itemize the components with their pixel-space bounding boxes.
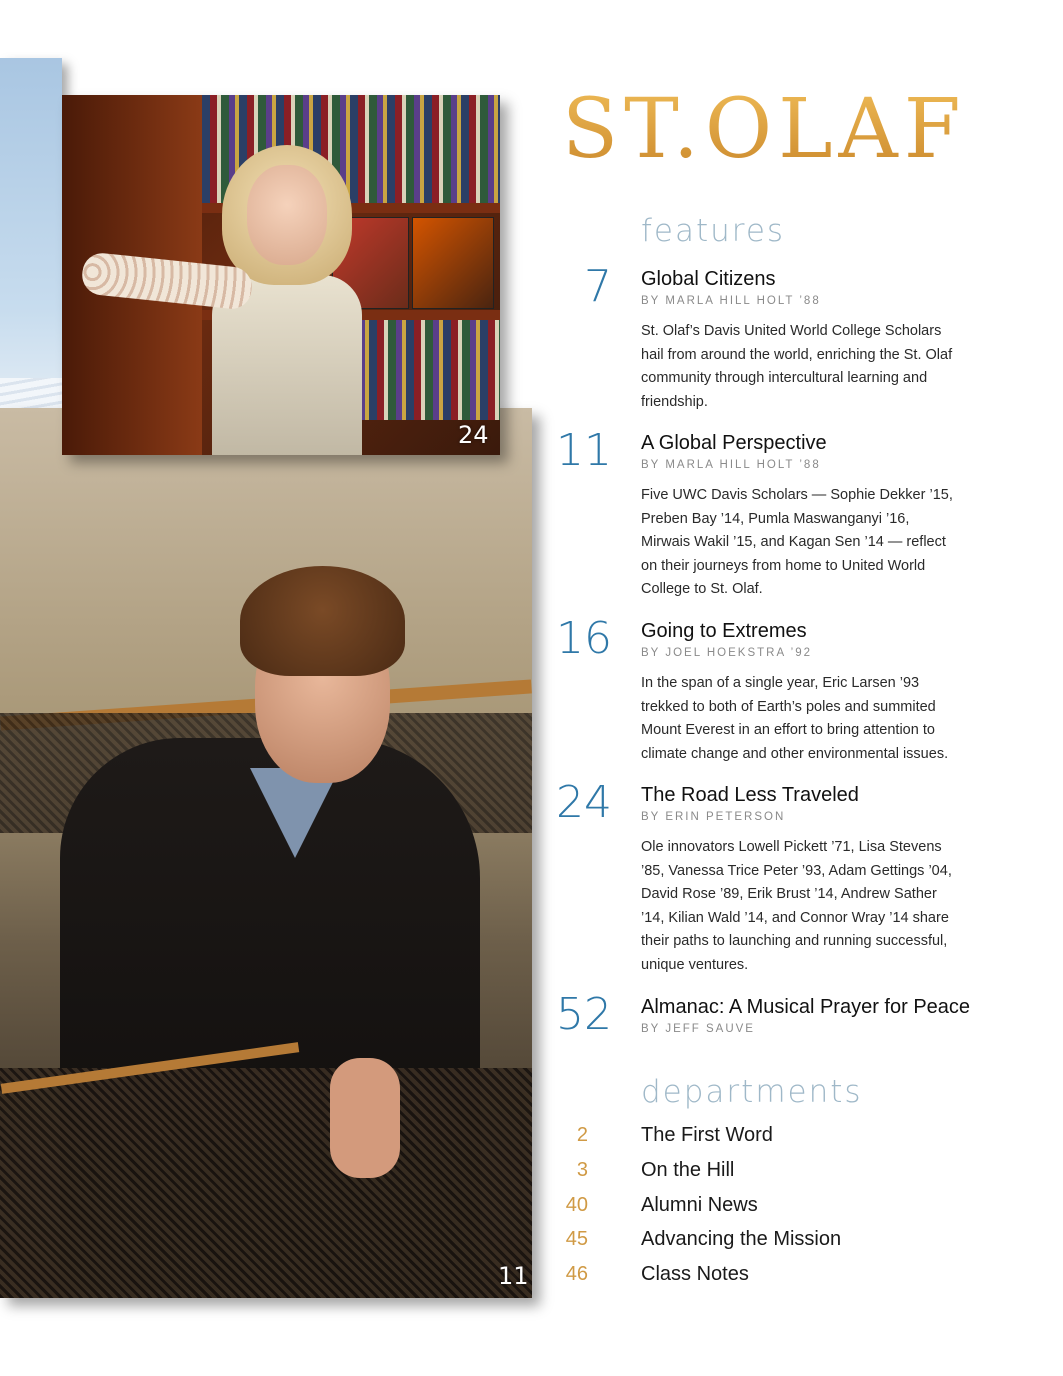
department-item[interactable] (560, 1194, 960, 1224)
department-item[interactable] (560, 1228, 960, 1258)
department-label[interactable]: The First Word (641, 1124, 773, 1146)
feature-page-number: 16 (556, 613, 612, 664)
department-label[interactable]: Alumni News (641, 1194, 758, 1216)
feature-page-number: 24 (556, 777, 612, 828)
feature-page-number: 11 (556, 425, 612, 476)
game-book-cover (412, 217, 494, 309)
features-heading: features (641, 213, 786, 249)
man-hand (330, 1058, 400, 1178)
feature-title[interactable]: Almanac: A Musical Prayer for Peace (641, 996, 971, 1018)
department-item[interactable] (560, 1124, 960, 1154)
photo-page-number-11: 11 (498, 1262, 529, 1290)
department-page-number: 2 (576, 1124, 588, 1146)
department-item[interactable] (560, 1263, 960, 1293)
feature-description: Ole innovators Lowell Pickett ’71, Lisa Stevens ’85, Vanessa Trice Peter ’93, Adam Gettings ’04, David Rose ’89, Erik Brust ’14, Andrew Sather ’14, Kilian Wald ’14, and Connor Wray ’14 share their paths to launching and running successful, unique ventures. (641, 839, 952, 973)
woman-face (247, 165, 327, 265)
magazine-masthead: ST.OLAF (562, 80, 1002, 180)
feature-byline: BY MARLA HILL HOLT ’88 (641, 459, 821, 471)
department-page-number: 3 (576, 1159, 588, 1181)
feature-byline: BY MARLA HILL HOLT ’88 (641, 295, 821, 307)
man-portrait-photo (0, 408, 532, 1298)
departments-heading: departments (641, 1074, 863, 1110)
man-hair (240, 566, 405, 676)
department-page-number: 46 (565, 1263, 588, 1285)
railing-mesh-lower (0, 1068, 532, 1298)
department-page-number: 45 (565, 1228, 588, 1250)
feature-title[interactable]: Going to Extremes (641, 620, 807, 642)
department-label[interactable]: On the Hill (641, 1159, 735, 1181)
woman-portrait-photo (62, 95, 500, 455)
department-item[interactable] (560, 1159, 960, 1189)
feature-byline: BY JOEL HOEKSTRA ’92 (641, 647, 813, 659)
feature-title[interactable]: Global Citizens (641, 268, 776, 290)
department-page-number: 40 (565, 1194, 588, 1216)
feature-title[interactable]: A Global Perspective (641, 432, 827, 454)
feature-description: In the span of a single year, Eric Larsen ’93 trekked to both of Earth’s poles and summited Mount Everest in an effort to bring attention to climate change and other environmental issues. (641, 675, 949, 762)
department-label[interactable]: Advancing the Mission (641, 1228, 842, 1250)
feature-description: Five UWC Davis Scholars — Sophie Dekker ’15, Preben Bay ’14, Pumla Maswanganyi ’16, Mirwais Wakil ’15, and Kagan Sen ’14 — reflect on their journeys from home to United World College to St. Olaf. (641, 487, 953, 597)
feature-page-number: 52 (556, 989, 612, 1040)
feature-byline: BY ERIN PETERSON (641, 811, 786, 823)
photo-page-number-24: 24 (458, 421, 489, 449)
feature-title[interactable]: The Road Less Traveled (641, 784, 859, 806)
feature-byline: BY JEFF SAUVE (641, 1023, 755, 1035)
department-label[interactable]: Class Notes (641, 1263, 749, 1285)
feature-page-number: 7 (584, 261, 612, 312)
feature-description: St. Olaf’s Davis United World College Scholars hail from around the world, enriching the St. Olaf community through intercultural learning and friendship. (641, 323, 953, 410)
